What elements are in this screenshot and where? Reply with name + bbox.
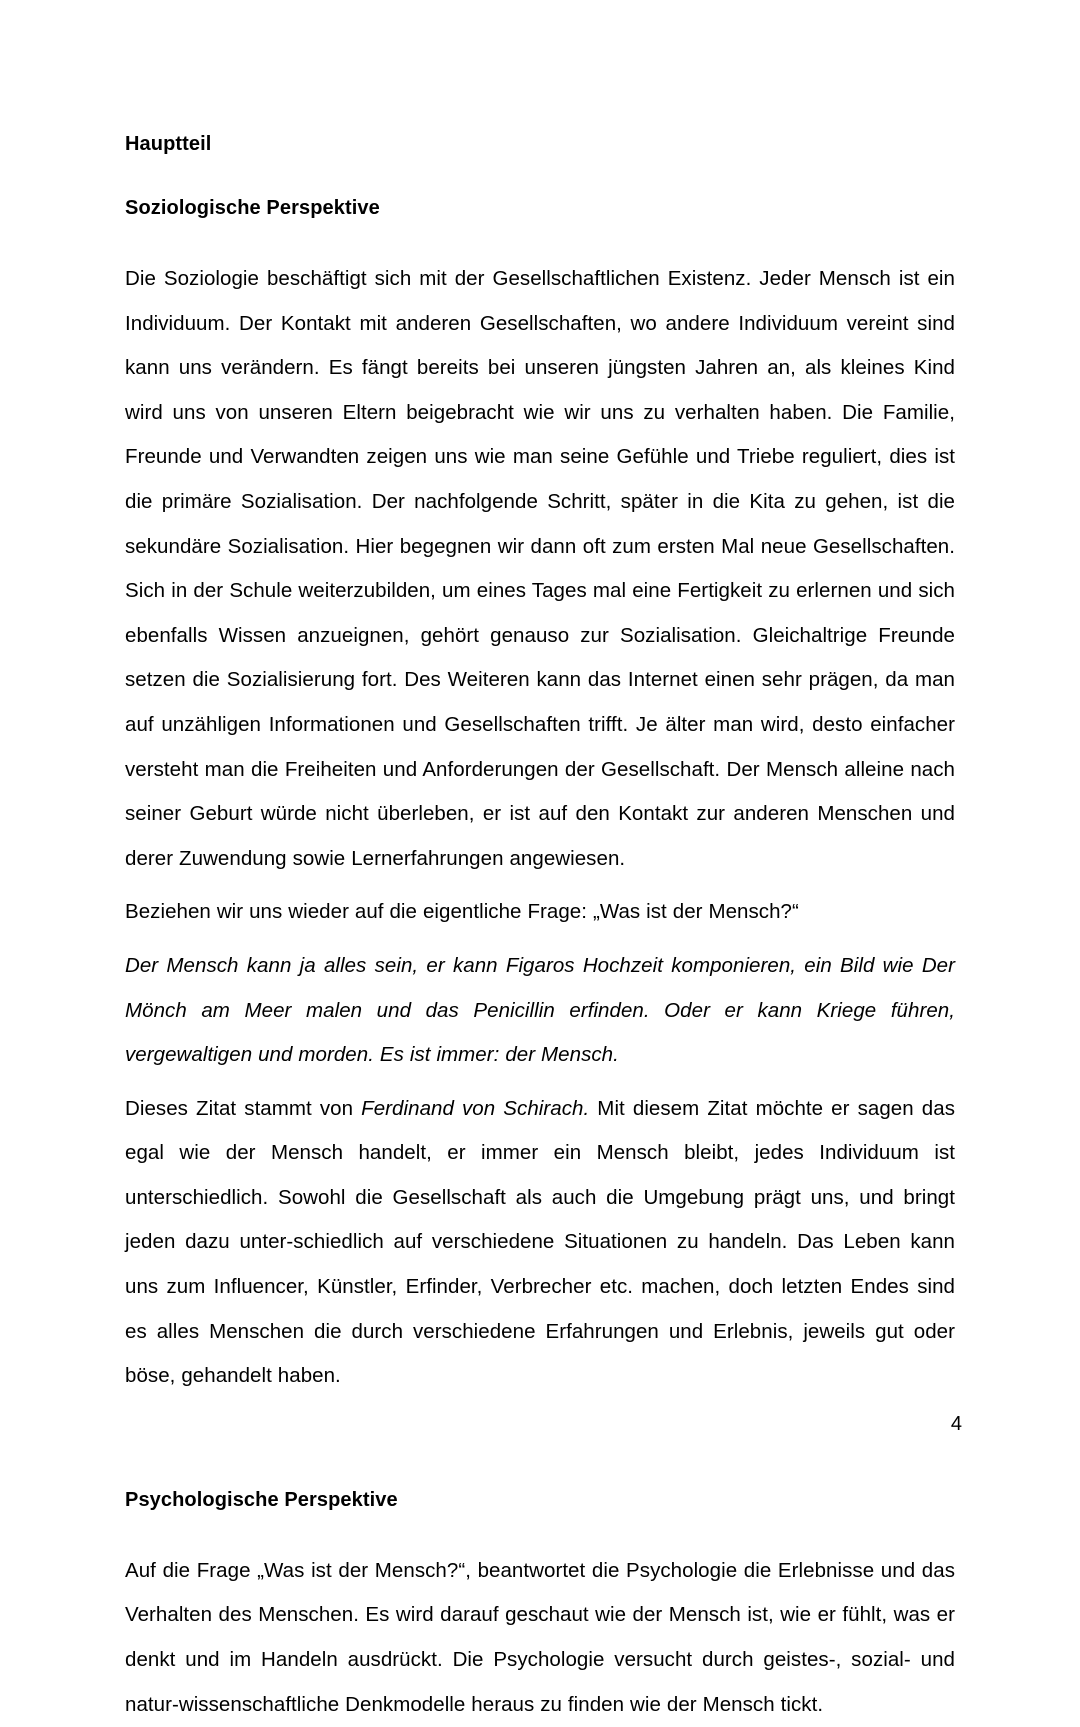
paragraph-text-lead: Dieses Zitat stammt von: [125, 1096, 362, 1120]
paragraph-beziehen-frage: Beziehen wir uns wieder auf die eigentliche Frage: „Was ist der Mensch?“: [125, 900, 799, 924]
page-number: 4: [950, 1413, 962, 1435]
spacer: [125, 157, 955, 195]
spacer: [125, 1399, 955, 1487]
section-heading-soziologische-perspektive: Soziologische Perspektive: [125, 197, 380, 219]
spacer: [125, 1078, 955, 1087]
paragraph-soziologie-body: Die Soziologie beschäftigt sich mit der Gesellschaftlichen Existenz. Jeder Mensch ist ein Individuum. Der Kontakt mit anderen Gesellschaften, wo andere Individuum vereint sind kann uns verändern. Es fängt bereits bei unseren jüngsten Jahren an, als kleines Kind wird uns von unseren Eltern beigebracht wie wir uns zu verhalten haben. Die Familie, Freunde und Verwandten zeigen uns wie man seine Gefühle und Triebe reguliert, dies ist die primäre Sozialisation. Der nachfolgende Schritt, später in die Kita zu gehen, ist die sekundäre Sozialisation. Hier begegnen wir dann oft zum ersten Mal neue Gesellschaften. Sich in der Schule weiterzubilden, um eines Tages mal eine Fertigkeit zu erlernen und sich ebenfalls Wissen anzueignen, gehört genauso zur Sozialisation. Gleichaltrige Freunde setzen die Sozialisierung fort. Des Weiteren kann das Internet einen sehr prägen, da man auf unzähligen Informationen und Gesellschaften trifft. Je älter man wird, desto einfacher versteht man die Freiheiten und Anforderungen der Gesellschaft. Der Mensch alleine nach seiner Geburt würde nicht überleben, er ist auf den Kontakt zur anderen Menschen und derer Zuwendung sowie Lernerfahrungen angewiesen.: [125, 267, 955, 870]
page-title-hauptteil: Hauptteil: [125, 133, 212, 155]
spacer: [125, 935, 955, 944]
page-content: [125, 0, 955, 1727]
paragraph-text-tail: Mit diesem Zitat möchte er sagen das egal wie der Mensch handelt, er immer ein Mensch bleibt, jedes Individuum ist unterschiedlich. Sowohl die Gesellschaft als auch die Umgebung prägt uns, und bringt jeden dazu unter-schiedlich auf verschiedene Situationen zu handeln. Das Leben kann uns zum Influencer, Künstler, Erfinder, Verbrecher etc. machen, doch letzten Endes sind es alles Menschen die durch verschiedene Erfahrungen und Erlebnis, jeweils gut oder böse, gehandelt haben.: [125, 1096, 956, 1388]
spacer: [125, 881, 955, 890]
blockquote-schirach-zitat: Der Mensch kann ja alles sein, er kann Figaros Hochzeit komponieren, ein Bild wie Der Mönch am Meer malen und das Penicillin erfinden. Oder er kann Kriege führen, vergewaltigen und morden. Es ist immer: der Mensch.: [125, 953, 955, 1067]
section-heading-psychologische-perspektive: Psychologische Perspektive: [125, 1488, 398, 1511]
paragraph-psychologie-body: Auf die Frage „Was ist der Mensch?“, beantwortet die Psychologie die Erlebnisse und das Verhalten des Menschen. Es wird darauf geschaut wie der Mensch ist, wie er fühlt, was er denkt und im Handeln ausdrückt. Die Psychologie versucht durch geistes-, sozial- und natur-wissenschaftliche Denkmodelle heraus zu finden wie der Mensch tickt.: [125, 1558, 955, 1716]
paragraph-zitat-erlaeuterung: [125, 1087, 955, 1399]
spacer: [125, 221, 955, 257]
spacer: [125, 1513, 955, 1549]
author-name-italic: Ferdinand von Schirach.: [361, 1096, 590, 1120]
